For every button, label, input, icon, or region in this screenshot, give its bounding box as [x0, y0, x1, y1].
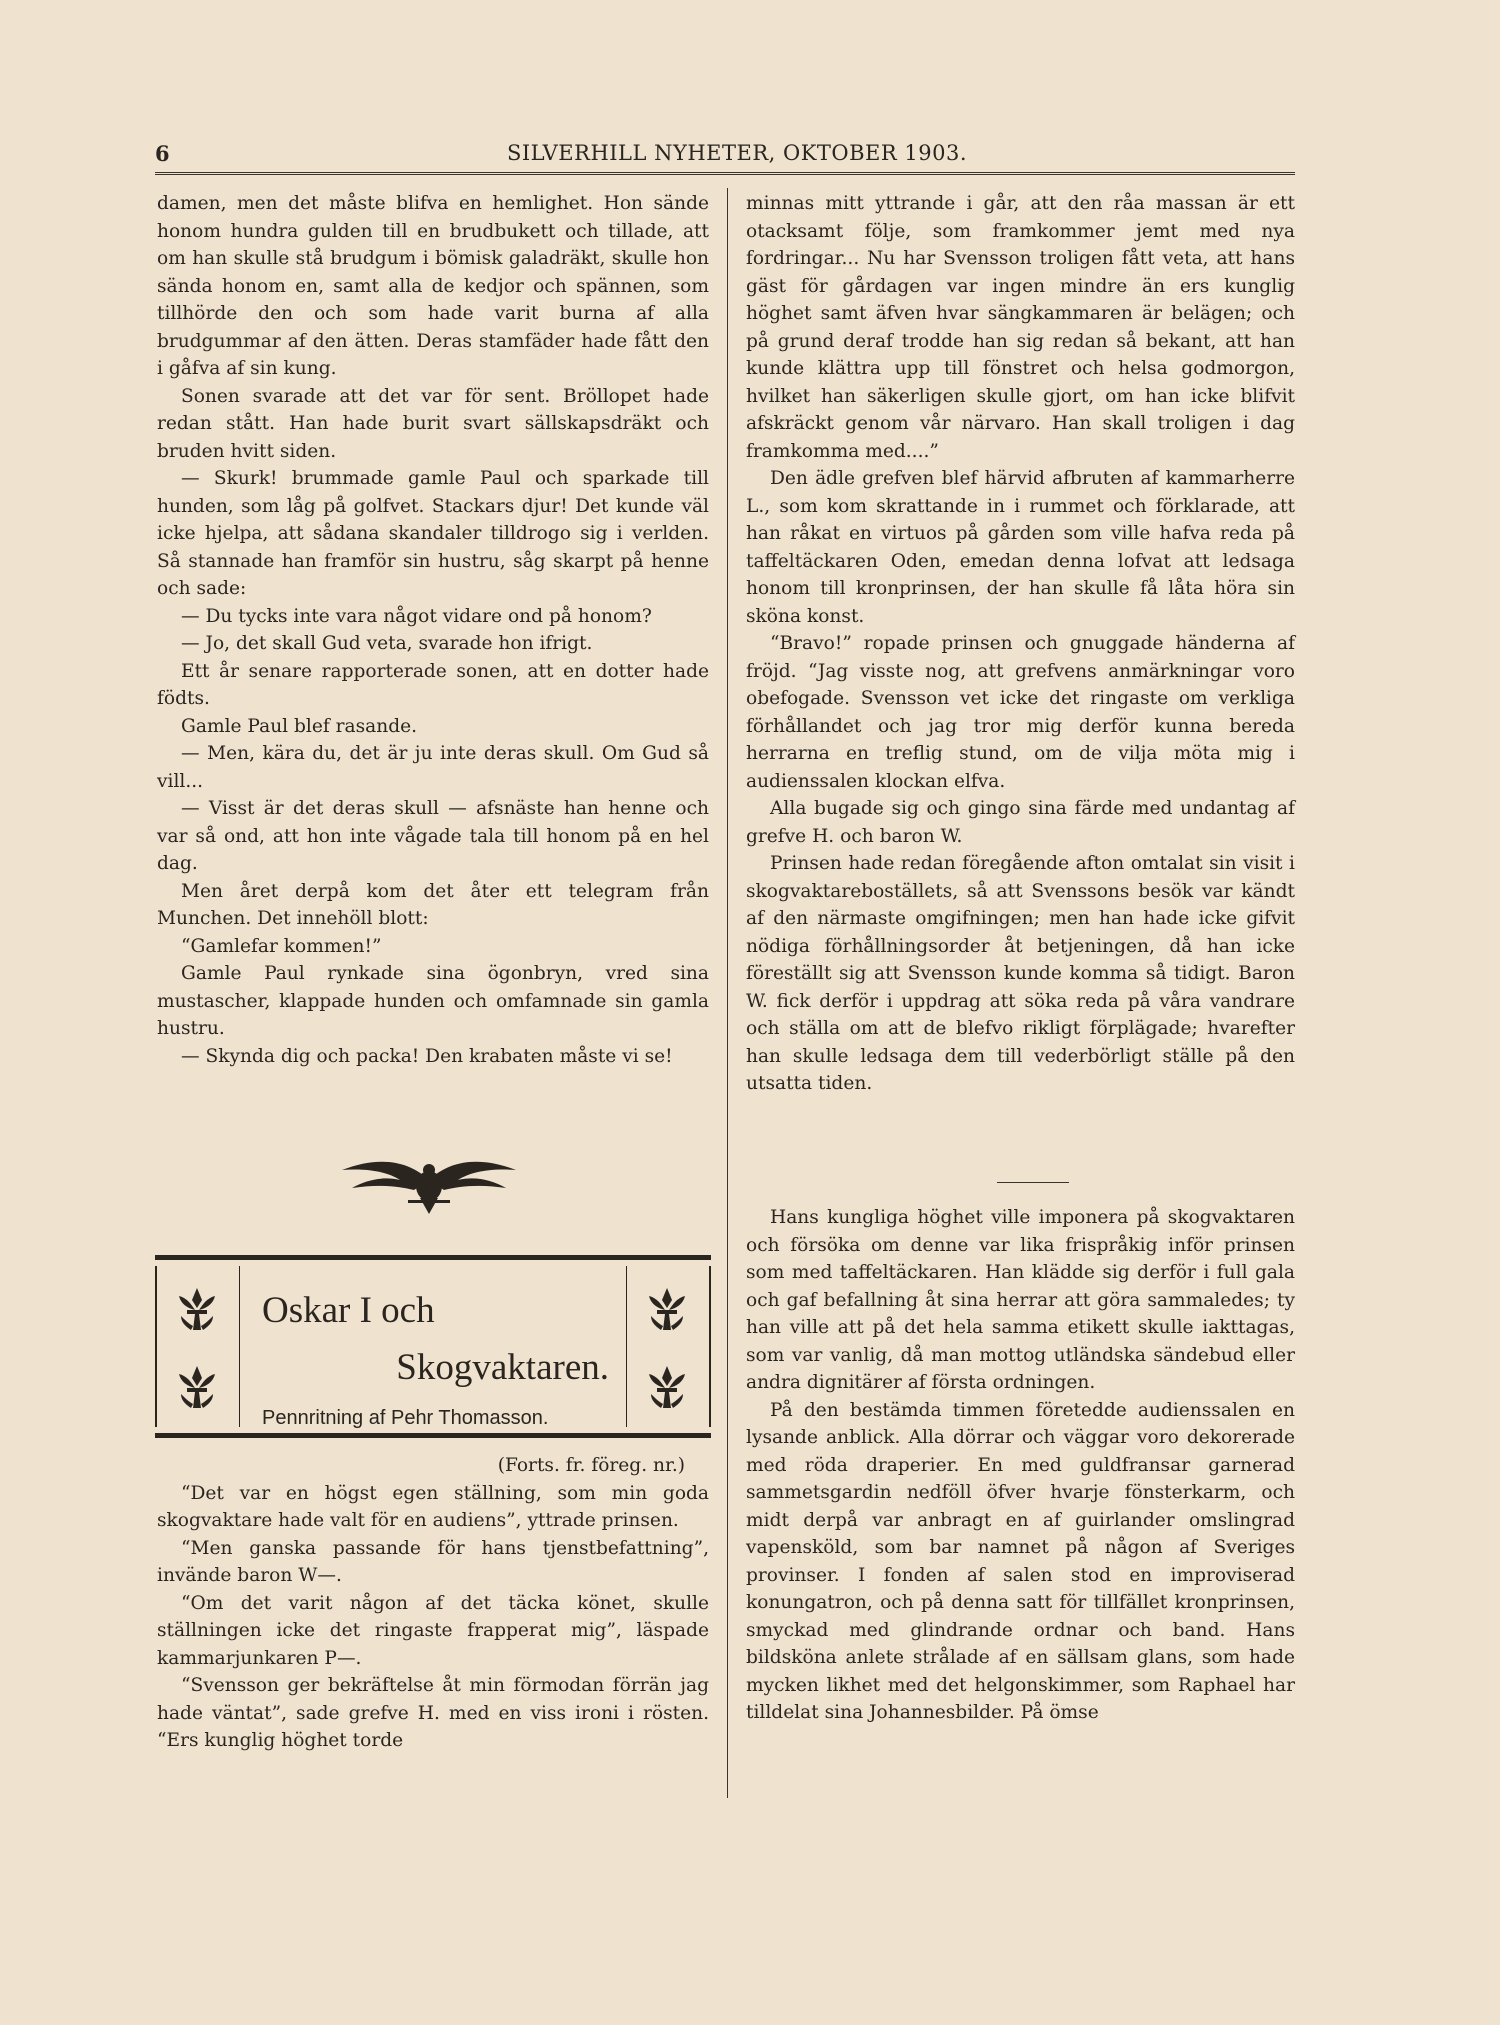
paragraph: “Det var en högst egen ställning, som min goda skogvaktare hade valt för en audiens”, yttrade prinsen. — [157, 1482, 709, 1531]
paragraph: Alla bugade sig och gingo sina färde med undantag af grefve H. och baron W. — [746, 798, 1295, 847]
paragraph: Men året derpå kom det åter ett telegram från Munchen. Det innehöll blott: — [157, 880, 709, 929]
newspaper-title: SILVERHILL NYHETER, OKTOBER 1903. — [507, 141, 967, 165]
ornament-column-left — [157, 1266, 240, 1427]
headline-byline: Pennritning af Pehr Thomasson. — [262, 1407, 549, 1429]
paragraph: — Jo, det skall Gud veta, svarade hon ifrigt. — [181, 633, 593, 654]
paragraph: Prinsen hade redan föregående afton omtalat sin visit i skogvaktareboställets, så att Svenssons besök var kändt af den närmaste omgifningen; men han hade icke gifvit nödiga förhållningsorder åt betjeningen, då han icke föreställt sig att Svensson kunde komma så tidigt. Baron W. fick derför i uppdrag att söka reda på våra vandrare och ställa om att de blefvo rikligt förplägade; hvarefter han skulle ledsaga dem till vederbörligt ställe på den utsatta tiden. — [746, 853, 1295, 1094]
right-column-continued-story — [746, 1204, 1295, 1727]
paragraph: Gamle Paul rynkade sina ögonbryn, vred sina mustascher, klappade hunden och omfamnade sin gamla hustru. — [157, 963, 709, 1039]
paragraph: “Men ganska passande för hans tjenstbefattning”, invände baron W—. — [157, 1537, 709, 1586]
headline-line-2: Skogvaktaren. — [396, 1347, 609, 1388]
right-column-story — [746, 190, 1295, 1098]
paragraph: “Svensson ger bekräftelse åt min förmodan förrän jag hade väntat”, sade grefve H. med en viss ironi i rösten. “Ers kunglig höghet torde — [157, 1675, 709, 1751]
left-column-story — [157, 190, 709, 1070]
paragraph: — Men, kära du, det är ju inte deras skull. Om Gud så vill... — [157, 743, 709, 792]
paragraph: “Bravo!” ropade prinsen och gnuggade händerna af fröjd. “Jag visste nog, att grefvens anmärkningar voro obefogade. Svensson vet icke det ringaste om verkliga förhållandet och jag tror mig derför kunna bereda herrarna en treflig stund, om de vilja möta mig i audienssalen klockan elfva. — [746, 633, 1295, 792]
fleur-ornament-icon — [175, 1286, 219, 1332]
ornament-column-right — [626, 1266, 709, 1427]
left-column-continued-story — [157, 1452, 709, 1755]
article-headline-box — [155, 1255, 711, 1438]
paragraph: Sonen svarade att det var för sent. Bröllopet hade redan stått. Han hade burit svart sällskapsdräkt och bruden hvitt siden. — [157, 385, 709, 462]
paragraph: — Du tycks inte vara något vidare ond på honom? — [181, 605, 652, 627]
section-rule — [997, 1182, 1069, 1183]
fleur-ornament-icon — [645, 1364, 689, 1410]
paragraph: “Om det varit någon af det täcka könet, skulle ställningen icke det ringaste frapperat mig”, läspade kammarjunkaren P—. — [157, 1592, 709, 1669]
header-rule — [155, 172, 1295, 175]
paragraph: Den ädle grefven blef härvid afbruten af kammarherre L., som kom skrattande in i rummet och förklarade, att han råkat en virtuos på gården som ville hafva reda på taffeltäckaren Oden, emedan denna lofvat att ledsaga honom till kronprinsen, der han skulle få låta höra sin sköna konst. — [746, 468, 1295, 627]
paragraph: Gamle Paul blef rasande. — [181, 715, 418, 737]
fleur-ornament-icon — [175, 1364, 219, 1410]
headline-line-1: Oskar I och — [262, 1290, 435, 1331]
paragraph: Hans kungliga höghet ville imponera på skogvaktaren och försöka om denne var lika frispråkig inför prinsen som med taffeltäckaren. Han klädde sig derför i full gala och gaf befallning åt sina herrar att göra sammaledes; ty han ville att på det hela samma etikett skulle iakttagas, som var vanlig, då man mottog utländska sändebud eller andra dignitärer af första ordningen. — [746, 1207, 1295, 1393]
paragraph: minnas mitt yttrande i går, att den råa massan är ett otacksamt följe, som framkommer jemt med nya fordringar... Nu har Svensson troligen fått veta, att hans gäst för gårdagen var ingen mindre än ers kunglig höghet samt äfven hvar sängkammaren är belägen; och på grund deraf trodde han sig redan så bekant, att han kunde klättra upp till fönstret och helsa godmorgon, hvilket han säkerligen skulle gjort, om han icke blifvit afskräckt genom vår närvaro. Han skall troligen i dag framkomma med....” — [746, 193, 1295, 462]
paragraph: — Skynda dig och packa! Den krabaten måste vi se! — [181, 1045, 673, 1067]
page-number: 6 — [155, 141, 171, 166]
paragraph: damen, men det måste blifva en hemlighet. Hon sände honom hundra gulden till en brudbukett och tillade, att om han skulle stå brudgum i bömisk galadräkt, skulle hon sända honom en, samt alla de kedjor och spännen, som tillhörde den och som hade varit burna af alla brudgummar af den ätten. Deras stamfäder hade fått den i gåfva af sin kung. — [157, 193, 709, 379]
continued-note: (Forts. fr. föreg. nr.) — [497, 1455, 685, 1476]
paragraph: — Skurk! brummade gamle Paul och sparkade till hunden, som låg på golfvet. Stackars djur! Det kunde väl icke hjelpa, att sådana skandaler tilldrogo sig i verlden. Så stannade han framför sin hustru, såg skarpt på henne och sade: — [157, 468, 709, 599]
fleur-ornament-icon — [645, 1286, 689, 1332]
paragraph: På den bestämda timmen företedde audienssalen en lysande anblick. Alla dörrar och väggar voro dekorerade med röda draperier. En med guldfransar garnerad sammetsgardin nedföll öfver hvarje fönsterkarm, och midt derpå var anbragt en af guirlander omslingrad vapensköld, som bar namnet på någon af Sveriges provinser. I fonden af salen stod en improviserad konungatron, och på denna satt för tillfället kronprinsen, smyckad med glindrande ordnar och band. Hans bildsköna anlete strålade af en sällsam glans, som hade mycken likhet med det helgonskimmer, som Raphael har tilldelat sina Johannesbilder. På ömse — [746, 1399, 1295, 1723]
column-divider — [727, 188, 728, 1798]
eagle-ornament-icon — [338, 1150, 520, 1216]
paragraph: “Gamlefar kommen!” — [181, 935, 382, 957]
paragraph: Ett år senare rapporterade sonen, att en dotter hade födts. — [157, 660, 709, 709]
paragraph: — Visst är det deras skull — afsnäste han henne och var så ond, att hon inte vågade tala till honom på en hel dag. — [157, 798, 709, 874]
